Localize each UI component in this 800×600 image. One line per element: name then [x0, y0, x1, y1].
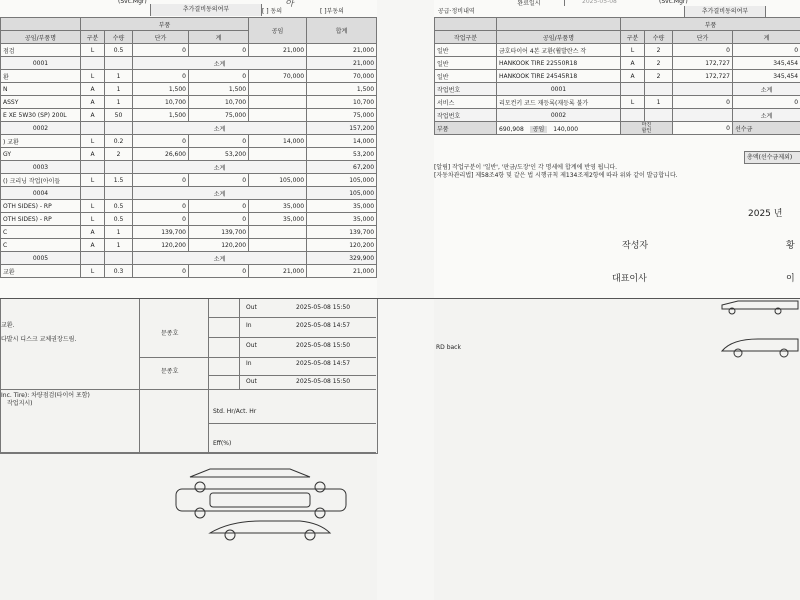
- cell-name: HANKOOK TIRE 24545R18: [497, 70, 621, 83]
- cell-labor: [249, 109, 307, 122]
- completion-date-label: 완료일시: [494, 0, 565, 6]
- cell-type: L: [81, 213, 105, 226]
- cell-type: A: [621, 70, 645, 83]
- cell-price: 0: [133, 200, 189, 213]
- cell-cat: 일반: [435, 44, 497, 57]
- col-labor: 공임: [249, 18, 307, 44]
- subtotal-row: [1, 57, 377, 70]
- std-hr-label: Std. Hr/Act. Hr: [213, 408, 257, 415]
- cell-price: 소계: [133, 57, 307, 70]
- r-col-category: 작업구분: [435, 31, 497, 44]
- remark-2: 다발시 디스크 교체권장드림.: [1, 336, 77, 343]
- cell-name: 0004: [1, 187, 81, 200]
- cell-price: 1,500: [133, 109, 189, 122]
- cell-cat: 일반: [435, 70, 497, 83]
- cell-total: 10,700: [307, 96, 377, 109]
- cell-type: [81, 161, 105, 174]
- cell-total: 1,500: [307, 83, 377, 96]
- right-invoice-bottom: [434, 299, 800, 600]
- table-row: [1, 83, 377, 96]
- cell-qty: [645, 83, 673, 96]
- cell-total: 75,000: [307, 109, 377, 122]
- col-name: 공임/부품명: [1, 31, 81, 44]
- cell-qty: 1: [105, 83, 133, 96]
- cell-type: L: [81, 44, 105, 57]
- cell-sum: 75,000: [189, 109, 249, 122]
- table-row: [1, 239, 377, 252]
- right-header-strip: [434, 0, 800, 18]
- r-col-price: 단가: [673, 31, 733, 44]
- table-row: [1, 226, 377, 239]
- writer-name: 황: [786, 241, 795, 251]
- cell-qty: 0.5: [105, 200, 133, 213]
- time-val-4: 2025-05-08 14:57: [296, 360, 351, 367]
- cell-name: 리모컨키 코드 재등록(재등록 불가: [497, 96, 621, 109]
- cell-total: 21,000: [307, 44, 377, 57]
- cell-price: 0: [133, 213, 189, 226]
- cell-name: 0005: [1, 252, 81, 265]
- cell-type: L: [621, 44, 645, 57]
- cell-type: A: [81, 226, 105, 239]
- section-title: 공급·정비내역: [438, 8, 475, 15]
- time-val-1: 2025-05-08 15:50: [296, 304, 351, 311]
- car-side-partial-icon: [722, 339, 798, 351]
- cell-labor: [249, 96, 307, 109]
- writer-label: 작성자: [622, 241, 649, 251]
- cell-cat: 서비스: [435, 96, 497, 109]
- r-parts-group-header: 부품: [621, 18, 800, 31]
- cell-qty: 1: [645, 96, 673, 109]
- table-row: [435, 70, 800, 83]
- time-dir-3: Out: [246, 342, 257, 349]
- table-row: [1, 265, 377, 278]
- cell-price: 0: [133, 135, 189, 148]
- cell-name: GY: [1, 148, 81, 161]
- subtotal-row: [1, 252, 377, 265]
- issue-year: 2025 년: [748, 209, 783, 219]
- cell-price: 0: [133, 265, 189, 278]
- cell-qty: 0.3: [105, 265, 133, 278]
- parts-group-header: 부품: [81, 18, 249, 31]
- cell-price: 26,600: [133, 148, 189, 161]
- cell-qty: 2: [105, 148, 133, 161]
- cell-price: 소계: [133, 161, 307, 174]
- cell-labor: 35,000: [249, 213, 307, 226]
- cell-price: 172,727: [673, 70, 733, 83]
- time-dir-1: Out: [246, 304, 257, 311]
- r-footer-row: [435, 122, 800, 135]
- footer-labor-label: 공임: [530, 126, 548, 133]
- cell-qty: 2: [645, 70, 673, 83]
- cell-sum: 0: [189, 200, 249, 213]
- subtotal-row: [1, 161, 377, 174]
- ceo-label: 대표이사: [612, 274, 647, 284]
- disagree-checkbox[interactable]: [ ]부동의: [320, 8, 344, 15]
- table-row: [1, 200, 377, 213]
- cell-type: L: [81, 200, 105, 213]
- cell-price: 0: [133, 174, 189, 187]
- notice-line-2: [자동차관리법] 제58조4항 및 같은 법 시행규칙 제134조제2항에 따라 위와 같이 발급합니다.: [434, 172, 678, 179]
- subtotal-row: [1, 187, 377, 200]
- cell-qty: [105, 187, 133, 200]
- car-side-bottom-icon: [210, 521, 330, 533]
- right-invoice-top: [434, 0, 800, 298]
- cell-name: C: [1, 226, 81, 239]
- footer-prepay-label: 선수금: [733, 122, 800, 135]
- cell-name: N: [1, 83, 81, 96]
- scan-fold-line: [0, 298, 800, 299]
- cell-price: 0: [133, 44, 189, 57]
- cell-labor: 14,000: [249, 135, 307, 148]
- cell-sum: 139,700: [189, 226, 249, 239]
- cell-price: 소계: [133, 187, 307, 200]
- cell-name: E XE 5W30 (SP) 200L: [1, 109, 81, 122]
- subtotal-row: [435, 109, 800, 122]
- cell-type: A: [81, 96, 105, 109]
- footer-parts-value: 690,908: [499, 125, 524, 133]
- tire-note: Inc. Tire): 차량점검(타이어 포함): [1, 392, 90, 399]
- cell-total: 70,000: [307, 70, 377, 83]
- cell-name: 0001: [1, 57, 81, 70]
- cell-qty: [105, 122, 133, 135]
- time-val-5: 2025-05-08 15:50: [296, 378, 351, 385]
- footer-parts-cell: [497, 122, 621, 135]
- cell-name: 교환: [1, 265, 81, 278]
- cell-cat: 일반: [435, 57, 497, 70]
- cell-name: OTH SIDES) - RP: [1, 200, 81, 213]
- table-row: [435, 57, 800, 70]
- cell-total: 35,000: [307, 200, 377, 213]
- cell-name: ASSY: [1, 96, 81, 109]
- r-col-name: 공임/부품명: [497, 31, 621, 44]
- cell-labor: 21,000: [249, 44, 307, 57]
- time-dir-2: In: [246, 322, 252, 329]
- table-row: [1, 148, 377, 161]
- cell-sum: 0: [189, 70, 249, 83]
- cell-total: 14,000: [307, 135, 377, 148]
- table-row: [1, 96, 377, 109]
- cell-price: 1,500: [133, 83, 189, 96]
- cell-sum: 120,200: [189, 239, 249, 252]
- cell-type: [81, 57, 105, 70]
- cell-price: 0: [133, 70, 189, 83]
- cell-price: [673, 83, 733, 96]
- col-total: 합계: [307, 18, 377, 44]
- right-approval-label: 추가결비동의여부: [684, 6, 766, 17]
- approval-label: 추가결비동의여부: [150, 4, 262, 16]
- tire-note-2: 작업지시): [7, 400, 33, 407]
- cell-total: 21,000: [307, 57, 377, 70]
- footer-margin-cell: [621, 122, 673, 135]
- r-col-qty: 수량: [645, 31, 673, 44]
- cell-type: [81, 187, 105, 200]
- cell-qty: [645, 109, 673, 122]
- cell-qty: [105, 57, 133, 70]
- ceo-name: 이: [786, 274, 795, 284]
- completion-date-value: 2025-05-08: [582, 0, 617, 5]
- time-dir-4: In: [246, 360, 252, 367]
- cell-name: OTH SIDES) - RP: [1, 213, 81, 226]
- cell-labor: [249, 148, 307, 161]
- cell-sum: 10,700: [189, 96, 249, 109]
- cell-name: C: [1, 239, 81, 252]
- table-row: [1, 44, 377, 57]
- left-work-table: [0, 17, 377, 278]
- cell-labor: 21,000: [249, 265, 307, 278]
- col-qty: 수량: [105, 31, 133, 44]
- col-type: 구분: [81, 31, 105, 44]
- footer-parts-label: 부품: [435, 122, 497, 135]
- cell-name: 0002: [497, 109, 621, 122]
- cell-type: [81, 252, 105, 265]
- cell-type: A: [81, 83, 105, 96]
- cell-price: 139,700: [133, 226, 189, 239]
- cell-price: 120,200: [133, 239, 189, 252]
- r-col-blank-1: [435, 18, 497, 31]
- cell-qty: 2: [645, 44, 673, 57]
- page-gutter: [377, 0, 434, 600]
- cell-name: 환: [1, 70, 81, 83]
- r-col-blank-2: [497, 18, 621, 31]
- cell-total: 53,200: [307, 148, 377, 161]
- cell-sum: 345,454: [733, 70, 800, 83]
- cell-qty: 1: [105, 70, 133, 83]
- footer-margin-sub: 할인: [641, 128, 652, 134]
- cell-qty: 0.2: [105, 135, 133, 148]
- cell-name: 0002: [1, 122, 81, 135]
- cell-type: A: [621, 57, 645, 70]
- time-dir-5: Out: [246, 378, 257, 385]
- remark-1: 교환.: [1, 322, 15, 329]
- cell-name: 0003: [1, 161, 81, 174]
- cell-total: 67,200: [307, 161, 377, 174]
- cell-sum: 0: [189, 265, 249, 278]
- cell-labor: 70,000: [249, 70, 307, 83]
- table-row: [1, 70, 377, 83]
- cell-price: 소계: [133, 252, 307, 265]
- cell-type: L: [81, 265, 105, 278]
- cell-type: L: [81, 174, 105, 187]
- eff-label: Eff(%): [213, 440, 232, 447]
- cell-type: L: [81, 70, 105, 83]
- table-row: [1, 109, 377, 122]
- svc-mgr-label: (Svc.Mgr): [118, 0, 147, 5]
- cell-cat: 작업번호: [435, 83, 497, 96]
- cell-price: [673, 109, 733, 122]
- cell-price: 172,727: [673, 57, 733, 70]
- cell-qty: 2: [645, 57, 673, 70]
- cell-type: [81, 122, 105, 135]
- tester-1: 문종호: [161, 330, 179, 337]
- time-val-3: 2025-05-08 15:50: [296, 342, 351, 349]
- cell-total: 105,000: [307, 174, 377, 187]
- col-blank: [1, 18, 81, 31]
- cell-sum: 0: [733, 44, 800, 57]
- cell-sum: 345,454: [733, 57, 800, 70]
- left-header-strip: [0, 0, 377, 18]
- agree-checkbox[interactable]: [ ] 동의: [262, 8, 283, 15]
- cell-type: L: [621, 96, 645, 109]
- cell-price: 10,700: [133, 96, 189, 109]
- cell-sum: 0: [733, 96, 800, 109]
- rd-back-label: RD back: [436, 344, 461, 351]
- tester-2: 문종호: [161, 368, 179, 375]
- cell-type: A: [81, 239, 105, 252]
- cell-qty: 0.5: [105, 213, 133, 226]
- table-row: [1, 174, 377, 187]
- cell-total: 139,700: [307, 226, 377, 239]
- right-vehicle-diagram: [718, 299, 800, 359]
- cell-sum: 0: [189, 135, 249, 148]
- cell-total: 157,200: [307, 122, 377, 135]
- cell-type: [621, 109, 645, 122]
- cell-name: 0001: [497, 83, 621, 96]
- cell-type: L: [81, 135, 105, 148]
- cell-type: A: [81, 109, 105, 122]
- cell-qty: 1: [105, 239, 133, 252]
- cell-labor: 35,000: [249, 200, 307, 213]
- cell-total: 105,000: [307, 187, 377, 200]
- vehicle-diagram: [170, 463, 360, 543]
- cell-qty: [105, 252, 133, 265]
- cell-name: () 크리닝 작업(아이들: [1, 174, 81, 187]
- table-row: [435, 96, 800, 109]
- cell-total: 35,000: [307, 213, 377, 226]
- cell-qty: 1: [105, 226, 133, 239]
- cell-total: 120,200: [307, 239, 377, 252]
- cell-price: 0: [673, 96, 733, 109]
- cell-total: 21,000: [307, 265, 377, 278]
- cell-price: 0: [673, 44, 733, 57]
- cell-labor: [249, 226, 307, 239]
- cell-qty: 0.5: [105, 44, 133, 57]
- subtotal-row: [435, 83, 800, 96]
- cell-labor: [249, 239, 307, 252]
- cell-type: [621, 83, 645, 96]
- table-row: [1, 135, 377, 148]
- cell-sum: 53,200: [189, 148, 249, 161]
- signature-mark: 아: [285, 0, 294, 9]
- cell-name: ) 교환: [1, 135, 81, 148]
- cell-qty: 1.5: [105, 174, 133, 187]
- cell-qty: 50: [105, 109, 133, 122]
- cell-sum: 1,500: [189, 83, 249, 96]
- left-remarks-box: [0, 299, 378, 454]
- cell-qty: 1: [105, 96, 133, 109]
- cell-cat: 작업번호: [435, 109, 497, 122]
- cell-name: 금호타이어 4본 교환(휠발란스 작: [497, 44, 621, 57]
- cell-price: 소계: [133, 122, 307, 135]
- table-row: [435, 44, 800, 57]
- cell-total: 329,900: [307, 252, 377, 265]
- footer-zero: 0: [673, 122, 733, 135]
- notice-line-1: [알림] 작업구분이 '일반', '판금/도장'인 각 명세에 합계에 반영 됩니다.: [434, 164, 618, 171]
- left-invoice-bottom: [0, 299, 377, 600]
- car-side-top-icon: [190, 469, 310, 477]
- right-svc-mgr-label: (Svc.Mgr): [659, 0, 688, 5]
- time-val-2: 2025-05-08 14:57: [296, 322, 351, 329]
- cell-name: HANKOOK TIRE 22550R18: [497, 57, 621, 70]
- cell-qty: [105, 161, 133, 174]
- col-price: 단가: [133, 31, 189, 44]
- footer-labor-value: 140,000: [553, 125, 579, 133]
- cell-name: 점검: [1, 44, 81, 57]
- cell-sum: 0: [189, 174, 249, 187]
- subtotal-row: [1, 122, 377, 135]
- cell-labor: [249, 83, 307, 96]
- cell-labor: 105,000: [249, 174, 307, 187]
- cell-sum: 0: [189, 44, 249, 57]
- r-col-sum: 계: [733, 31, 800, 44]
- r-col-type: 구분: [621, 31, 645, 44]
- table-row: [1, 213, 377, 226]
- cell-sum: 소계: [733, 109, 800, 122]
- right-work-table: [434, 17, 800, 135]
- cell-type: A: [81, 148, 105, 161]
- left-invoice-top: [0, 0, 377, 298]
- cell-sum: 소계: [733, 83, 800, 96]
- cell-sum: 0: [189, 213, 249, 226]
- col-sum: 계: [189, 31, 249, 44]
- total-excl-prepay-label: 총액(선수금제외): [744, 151, 800, 164]
- footer-margin-label: 마진: [641, 122, 652, 128]
